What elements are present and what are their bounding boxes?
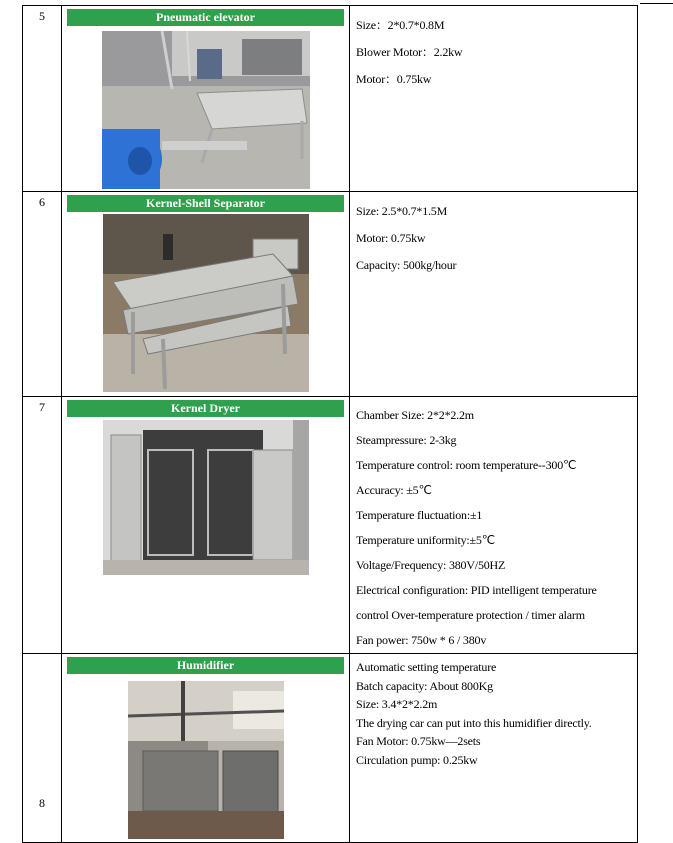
spec-line: control Over-temperature protection / timer alarm [356,608,585,622]
spec-line: Voltage/Frequency: 380V/50HZ [356,558,506,572]
equipment-title: Humidifier [67,657,344,674]
spec-line: Automatic setting temperature [356,660,497,674]
row-number: 8 [23,654,62,843]
image-cell [62,397,350,654]
equipment-title: Kernel Dryer [67,400,344,417]
spec-line: Fan power: 750w * 6 / 380v [356,633,487,647]
spec-line: Electrical configuration: PID intelligent temperature [356,583,597,597]
table-row [23,654,638,843]
spec-line: The drying car can put into this humidifier directly. [356,715,592,730]
humidifier-photo [128,681,284,839]
top-rule [640,3,673,4]
row-number: 5 [23,6,62,192]
spec-line: Chamber Size: 2*2*2.2m [356,408,474,422]
equipment-title: Pneumatic elevator [67,9,344,26]
equipment-title: Kernel-Shell Separator [67,195,344,212]
image-cell [62,6,350,192]
table-row [23,397,638,654]
row-number: 6 [23,192,62,397]
image-cell [62,192,350,397]
spec-line: Circulation pump: 0.25kw [356,752,478,767]
spec-line: Steampressure: 2-3kg [356,433,457,447]
row-number: 7 [23,397,62,654]
spec-line: Batch capacity: About 800Kg [356,678,493,693]
image-cell [62,654,350,843]
spec-line: Size: 2.5*0.7*1.5M [356,204,448,218]
kernel-dryer-photo [103,420,309,575]
spec-line: Motor：0.75kw [356,72,432,86]
spec-line: Temperature fluctuation:±1 [356,508,483,522]
spec-line: Fan Motor: 0.75kw—2sets [356,734,481,748]
spec-line: Temperature uniformity:±5℃ [356,533,495,547]
kernel-shell-separator-photo [103,214,309,392]
spec-line: Temperature control: room temperature--300℃ [356,458,577,472]
spec-line: Capacity: 500kg/hour [356,258,457,272]
spec-cell [350,6,638,192]
spec-cell [350,397,638,654]
table-row [23,192,638,397]
spec-cell [350,654,638,843]
spec-line: Size: 3.4*2*2.2m [356,697,438,711]
table-row [23,6,638,192]
spec-cell [350,192,638,397]
spec-line: Size：2*0.7*0.8M [356,18,445,32]
spec-line: Accuracy: ±5℃ [356,483,432,497]
equipment-table [22,5,638,843]
spec-line: Motor: 0.75kw [356,231,426,245]
pneumatic-elevator-photo [102,31,310,189]
spec-line: Blower Motor：2.2kw [356,45,463,59]
